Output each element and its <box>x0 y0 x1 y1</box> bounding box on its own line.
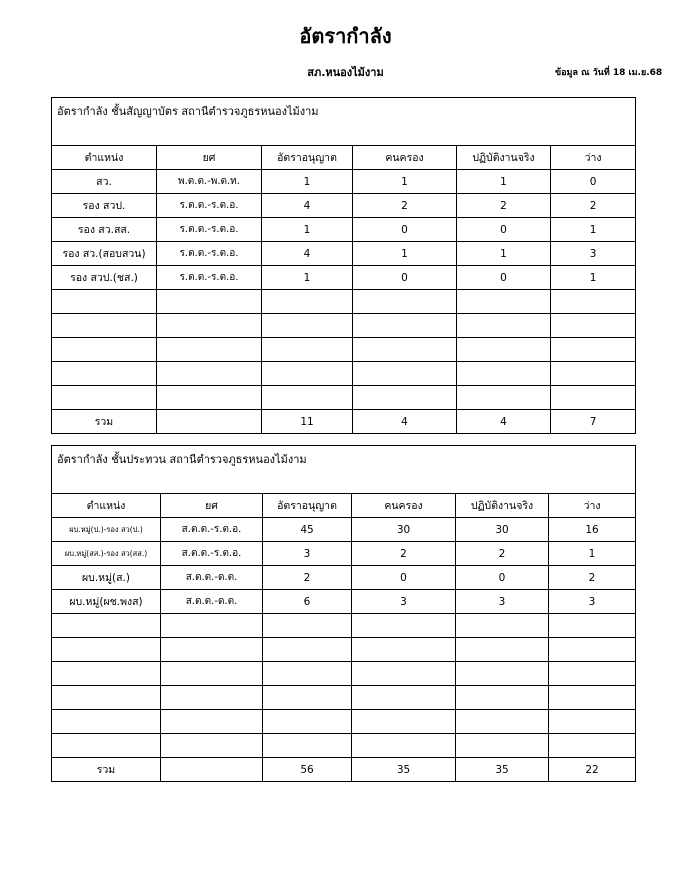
cell-rank <box>157 386 262 410</box>
total-actual: 4 <box>457 410 551 434</box>
cell-rank <box>157 314 262 338</box>
cell-authorized: 45 <box>263 518 352 542</box>
cell-vacant <box>549 662 636 686</box>
cell-authorized: 6 <box>263 590 352 614</box>
cell-vacant <box>549 710 636 734</box>
commissioned-officers-table <box>51 97 636 434</box>
table-row <box>52 338 636 362</box>
cell-occupied: 0 <box>353 218 457 242</box>
column-header: ปฏิบัติงานจริง <box>456 494 549 518</box>
cell-vacant <box>549 638 636 662</box>
cell-rank: ส.ต.ต.-ร.ต.อ. <box>161 542 263 566</box>
column-header: ว่าง <box>549 494 636 518</box>
cell-rank <box>157 362 262 386</box>
table-row <box>52 386 636 410</box>
cell-rank: ร.ต.ต.-ร.ต.อ. <box>157 242 262 266</box>
cell-actual <box>457 362 551 386</box>
cell-occupied: 1 <box>353 242 457 266</box>
cell-authorized: 4 <box>262 242 353 266</box>
cell-occupied <box>353 338 457 362</box>
total-authorized: 56 <box>263 758 352 782</box>
cell-actual <box>456 734 549 758</box>
station-subtitle: สภ.หนองไม้งาม <box>307 66 384 79</box>
cell-rank <box>157 290 262 314</box>
total-actual: 35 <box>456 758 549 782</box>
table-row <box>52 710 636 734</box>
cell-rank <box>161 662 263 686</box>
cell-vacant <box>549 686 636 710</box>
cell-rank <box>161 614 263 638</box>
cell-vacant <box>549 734 636 758</box>
cell-vacant: 1 <box>551 218 636 242</box>
cell-occupied <box>353 314 457 338</box>
cell-position <box>52 290 157 314</box>
cell-position: ผบ.หมู่(ส.) <box>52 566 161 590</box>
cell-authorized <box>263 686 352 710</box>
table-caption: อัตรากำลัง ชั้นประทวน สถานีตำรวจภูธรหนองไม้งาม <box>52 446 636 494</box>
table-row <box>52 590 636 614</box>
total-row <box>52 410 636 434</box>
table-row <box>52 734 636 758</box>
column-header: คนครอง <box>353 146 457 170</box>
table-row <box>52 518 636 542</box>
cell-actual <box>457 290 551 314</box>
header-row <box>52 146 636 170</box>
cell-actual: 1 <box>457 170 551 194</box>
cell-authorized: 2 <box>263 566 352 590</box>
cell-vacant <box>549 614 636 638</box>
cell-authorized: 1 <box>262 218 353 242</box>
cell-rank: ส.ต.ต.-ด.ต. <box>161 566 263 590</box>
cell-vacant: 1 <box>549 542 636 566</box>
cell-actual: 3 <box>456 590 549 614</box>
cell-occupied <box>353 386 457 410</box>
cell-vacant <box>551 386 636 410</box>
column-header: อัตราอนุญาต <box>262 146 353 170</box>
cell-actual: 0 <box>456 566 549 590</box>
cell-actual <box>456 614 549 638</box>
cell-position: ผบ.หมู่(ผช.พงส) <box>52 590 161 614</box>
cell-position: รอง สว.(สอบสวน) <box>52 242 157 266</box>
cell-actual <box>457 386 551 410</box>
table-row <box>52 266 636 290</box>
cell-occupied <box>353 362 457 386</box>
cell-position <box>52 638 161 662</box>
cell-authorized <box>262 314 353 338</box>
cell-authorized <box>262 290 353 314</box>
cell-occupied <box>352 614 456 638</box>
cell-authorized: 3 <box>263 542 352 566</box>
cell-authorized <box>262 386 353 410</box>
cell-position <box>52 614 161 638</box>
cell-vacant <box>551 314 636 338</box>
column-header: อัตราอนุญาต <box>263 494 352 518</box>
cell-authorized <box>263 710 352 734</box>
cell-vacant: 2 <box>551 194 636 218</box>
cell-authorized <box>262 338 353 362</box>
table-row <box>52 542 636 566</box>
cell-occupied: 0 <box>352 566 456 590</box>
cell-rank <box>161 734 263 758</box>
total-vacant: 22 <box>549 758 636 782</box>
cell-authorized: 1 <box>262 170 353 194</box>
total-occupied: 35 <box>352 758 456 782</box>
column-header: ว่าง <box>551 146 636 170</box>
cell-vacant: 0 <box>551 170 636 194</box>
cell-position <box>52 314 157 338</box>
total-authorized: 11 <box>262 410 353 434</box>
caption-row <box>52 98 636 146</box>
cell-rank: พ.ต.ต.-พ.ต.ท. <box>157 170 262 194</box>
cell-occupied <box>352 686 456 710</box>
cell-rank: ร.ต.ต.-ร.ต.อ. <box>157 218 262 242</box>
cell-actual: 1 <box>457 242 551 266</box>
cell-occupied: 0 <box>353 266 457 290</box>
cell-occupied: 3 <box>352 590 456 614</box>
cell-position: รอง สวป. <box>52 194 157 218</box>
cell-occupied <box>352 734 456 758</box>
cell-vacant <box>551 338 636 362</box>
table-caption: อัตรากำลัง ชั้นสัญญาบัตร สถานีตำรวจภูธรหนองไม้งาม <box>52 98 636 146</box>
cell-rank <box>161 638 263 662</box>
table-row <box>52 242 636 266</box>
total-rank <box>161 758 263 782</box>
cell-authorized <box>263 662 352 686</box>
cell-rank: ส.ต.ต.-ร.ต.อ. <box>161 518 263 542</box>
header-row <box>52 494 636 518</box>
cell-vacant: 16 <box>549 518 636 542</box>
total-vacant: 7 <box>551 410 636 434</box>
cell-rank <box>161 686 263 710</box>
total-label: รวม <box>52 410 157 434</box>
cell-rank <box>157 338 262 362</box>
cell-rank: ร.ต.ต.-ร.ต.อ. <box>157 266 262 290</box>
column-header: ยศ <box>157 146 262 170</box>
cell-actual: 0 <box>457 218 551 242</box>
cell-actual <box>457 338 551 362</box>
table-row <box>52 638 636 662</box>
cell-actual <box>457 314 551 338</box>
column-header: ปฏิบัติงานจริง <box>457 146 551 170</box>
column-header: ตำแหน่ง <box>52 494 161 518</box>
cell-position: รอง สวป.(ชส.) <box>52 266 157 290</box>
cell-occupied <box>352 638 456 662</box>
cell-rank: ร.ต.ต.-ร.ต.อ. <box>157 194 262 218</box>
total-rank <box>157 410 262 434</box>
table-row <box>52 170 636 194</box>
page-title: อัตรากำลัง <box>299 24 392 48</box>
total-occupied: 4 <box>353 410 457 434</box>
table-row <box>52 614 636 638</box>
cell-position: สว. <box>52 170 157 194</box>
cell-position <box>52 710 161 734</box>
cell-position <box>52 686 161 710</box>
data-date: ข้อมูล ณ วันที่ 18 เม.ย.68 <box>555 68 663 78</box>
cell-occupied <box>353 290 457 314</box>
column-header: ยศ <box>161 494 263 518</box>
total-label: รวม <box>52 758 161 782</box>
cell-position: ผบ.หมู่(สส.)-รอง สว(สส.) <box>52 542 161 566</box>
column-header: คนครอง <box>352 494 456 518</box>
cell-actual <box>456 710 549 734</box>
table-row <box>52 662 636 686</box>
cell-authorized <box>263 734 352 758</box>
cell-position: ผบ.หมู่(ป.)-รอง สว(ป.) <box>52 518 161 542</box>
cell-vacant: 3 <box>549 590 636 614</box>
cell-authorized: 1 <box>262 266 353 290</box>
table-row <box>52 566 636 590</box>
table-row <box>52 218 636 242</box>
cell-rank: ส.ต.ต.-ด.ต. <box>161 590 263 614</box>
cell-authorized <box>262 362 353 386</box>
non-commissioned-officers-table <box>51 445 636 782</box>
cell-rank <box>161 710 263 734</box>
cell-position <box>52 386 157 410</box>
cell-position <box>52 338 157 362</box>
cell-actual: 2 <box>456 542 549 566</box>
cell-vacant: 3 <box>551 242 636 266</box>
cell-position <box>52 734 161 758</box>
cell-actual: 0 <box>457 266 551 290</box>
cell-vacant <box>551 290 636 314</box>
cell-actual <box>456 662 549 686</box>
cell-occupied <box>352 662 456 686</box>
caption-row <box>52 446 636 494</box>
table-row <box>52 686 636 710</box>
cell-position: รอง สว.สส. <box>52 218 157 242</box>
cell-position <box>52 662 161 686</box>
cell-occupied: 2 <box>352 542 456 566</box>
cell-actual: 2 <box>457 194 551 218</box>
cell-occupied: 2 <box>353 194 457 218</box>
cell-occupied: 30 <box>352 518 456 542</box>
table-row <box>52 314 636 338</box>
column-header: ตำแหน่ง <box>52 146 157 170</box>
cell-actual <box>456 638 549 662</box>
cell-vacant: 1 <box>551 266 636 290</box>
cell-authorized <box>263 638 352 662</box>
table-row <box>52 194 636 218</box>
cell-position <box>52 362 157 386</box>
table-row <box>52 290 636 314</box>
cell-actual <box>456 686 549 710</box>
cell-occupied <box>352 710 456 734</box>
cell-occupied: 1 <box>353 170 457 194</box>
table-row <box>52 362 636 386</box>
total-row <box>52 758 636 782</box>
cell-authorized: 4 <box>262 194 353 218</box>
cell-actual: 30 <box>456 518 549 542</box>
cell-vacant: 2 <box>549 566 636 590</box>
cell-vacant <box>551 362 636 386</box>
cell-authorized <box>263 614 352 638</box>
